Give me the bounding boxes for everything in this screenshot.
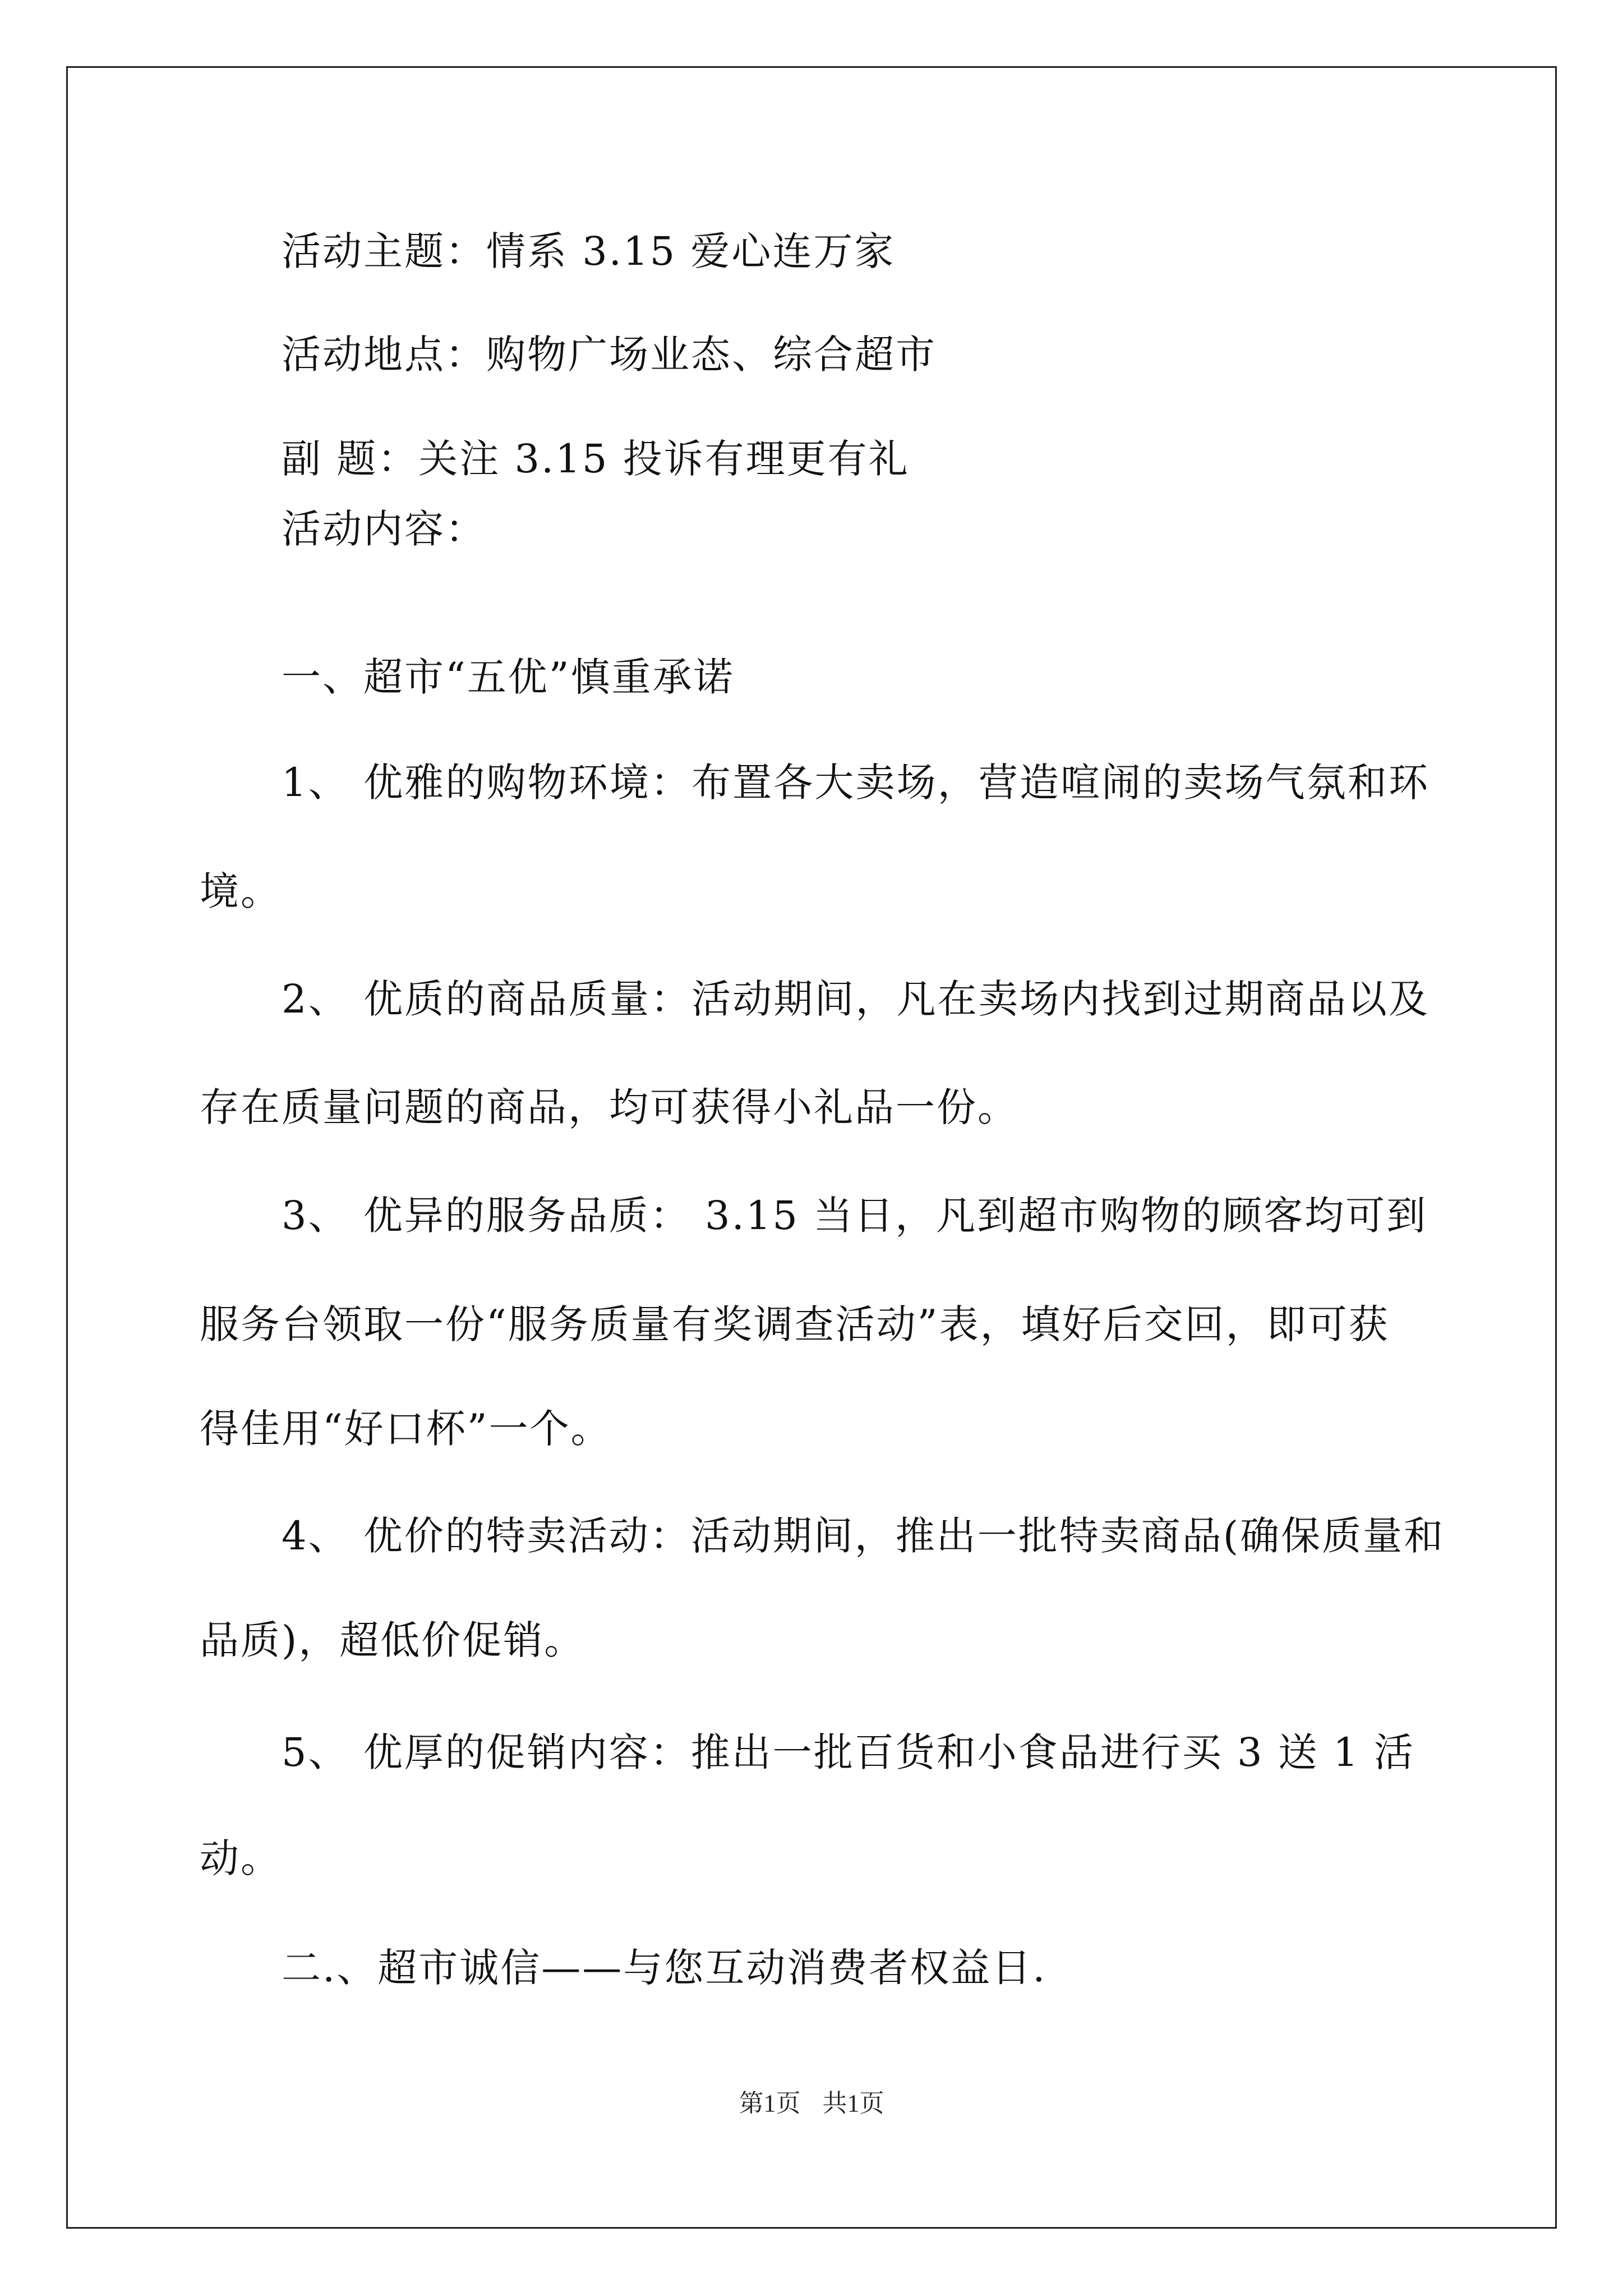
text-line: 活动主题：情系 3.15 爱心连万家 — [282, 228, 896, 274]
page-total: 共1页 — [822, 2090, 884, 2117]
text-line — [282, 760, 1428, 805]
text-line: 3、 优异的服务品质： 3.15 当日，凡到超市购物的顾客均可到 — [282, 1193, 1428, 1239]
page-current: 第1页 — [739, 2090, 801, 2117]
text-line: 5、 优厚的促销内容：推出一批百货和小食品进行买 3 送 1 活 — [282, 1729, 1415, 1775]
text-line: 境。 — [200, 868, 282, 914]
text-line: 存在质量问题的商品，均可获得小礼品一份。 — [200, 1084, 1018, 1130]
text-line: 二.、超市诚信——与您互动消费者权益日. — [282, 1945, 1047, 1991]
text-line: 得佳用“好口杯”一个。 — [200, 1406, 612, 1452]
text-line: 动。 — [200, 1835, 282, 1881]
text-line: 活动内容： — [282, 506, 486, 552]
text-line: 副 题：关注 3.15 投诉有理更有礼 — [282, 436, 910, 482]
text-line-content: 2、 优质的商品质量：活动期间，凡在卖场内找到过期商品以及 — [282, 976, 1430, 1022]
page-footer — [0, 2090, 1623, 2118]
text-line: 一、超市“五优”慎重承诺 — [282, 654, 735, 700]
text-line: 4、 优价的特卖活动：活动期间，推出一批特卖商品(确保质量和 — [282, 1513, 1445, 1559]
text-line-content: 1、 优雅的购物环境：布置各大卖场，营造喧闹的卖场气氛和环 — [282, 760, 1430, 806]
page-frame — [66, 66, 1557, 2229]
text-line: 服务台领取一份“服务质量有奖调查活动”表，填好后交回，即可获 — [200, 1301, 1390, 1347]
text-line: 品质)，超低价促销。 — [200, 1617, 585, 1663]
text-line — [282, 977, 1428, 1022]
text-line: 活动地点：购物广场业态、综合超市 — [282, 332, 937, 378]
